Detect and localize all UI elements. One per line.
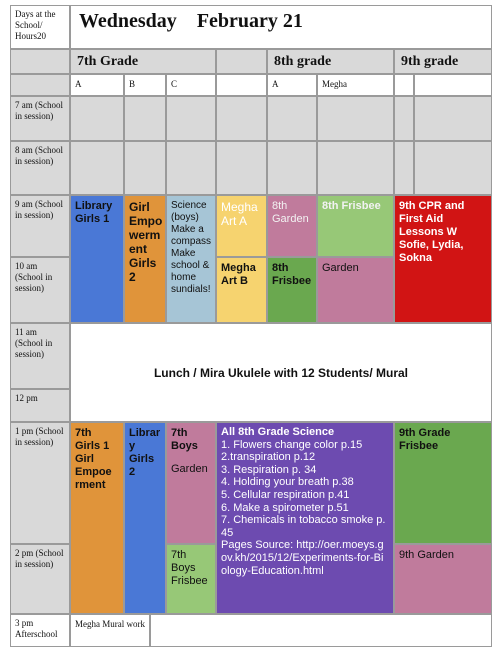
empty-cell: [414, 141, 492, 195]
date-label: February 21: [196, 10, 303, 32]
science-item-6: 6. Make a spirometer p.51: [221, 501, 349, 514]
empty-cell: [394, 141, 414, 195]
section-blank-1: [216, 74, 267, 96]
section-row-corner: [10, 74, 70, 96]
grade-gap-header: [216, 49, 267, 74]
girl-empowerment-2-block: Girl Empo werm ent Girls 2: [124, 195, 166, 323]
section-7c: C: [166, 74, 216, 96]
science-item-4: 4. Holding your breath p.38: [221, 476, 354, 489]
afterschool-empty: [150, 614, 492, 647]
time-7am: 7 am (School in session): [10, 96, 70, 141]
time-2pm: 2 pm (School in session): [10, 544, 70, 614]
seventh-boys-frisbee-block: 7th Boys Frisbee: [166, 544, 216, 614]
empty-cell: [317, 96, 394, 141]
seventh-girls-1-block: 7th Girls 1 Girl Empoe rment: [70, 422, 124, 614]
empty-cell: [70, 141, 124, 195]
empty-cell: [124, 96, 166, 141]
lunch-block: Lunch / Mira Ukulele with 12 Students/ Mural: [70, 323, 492, 422]
seventh-boys-garden-block: [166, 422, 216, 544]
eighth-frisbee-10am-block: 8th Frisbee: [267, 257, 317, 323]
empty-cell: [267, 96, 317, 141]
science-boys-block: Science (boys) Make a compass Make school & home sundials!: [166, 195, 216, 323]
seventh-boys-garden-label: Garden: [171, 463, 208, 475]
time-12pm: 12 pm: [10, 389, 70, 422]
time-10am: 10 am (School in session): [10, 257, 70, 323]
eighth-science-title: All 8th Grade Science: [221, 426, 335, 438]
eighth-science-block: [216, 422, 394, 614]
section-8a: A: [267, 74, 317, 96]
grade-8-header: 8th grade: [267, 49, 394, 74]
grade-7-header: 7th Grade: [70, 49, 216, 74]
eighth-frisbee-9am-block: 8th Frisbee: [317, 195, 394, 257]
day-label: Wednesday: [79, 10, 177, 32]
empty-cell: [124, 141, 166, 195]
megha-mural-block: Megha Mural work: [70, 614, 150, 647]
empty-cell: [166, 96, 216, 141]
science-item-5: 5. Cellular respiration p.41: [221, 488, 350, 501]
seventh-boys-label: 7th Boys: [171, 427, 198, 452]
garden-10am-block: Garden: [317, 257, 394, 323]
empty-cell: [216, 96, 267, 141]
empty-cell: [394, 96, 414, 141]
section-blank-2: [394, 74, 414, 96]
grade-row-corner: [10, 49, 70, 74]
grade-9-header: 9th grade: [394, 49, 492, 74]
section-7b: B: [124, 74, 166, 96]
ninth-cpr-block: 9th CPR and First Aid Lessons W Sofie, Lydia, Sokna: [394, 195, 492, 323]
megha-art-b-block: Megha Art B: [216, 257, 267, 323]
science-item-2: 2.transpiration p.12: [221, 451, 316, 464]
empty-cell: [414, 96, 492, 141]
time-1pm: 1 pm (School in session): [10, 422, 70, 544]
empty-cell: [267, 141, 317, 195]
science-item-1: 1. Flowers change color p.15: [221, 438, 363, 451]
science-item-3: 3. Respiration p. 34: [221, 463, 317, 476]
time-8am: 8 am (School in session): [10, 141, 70, 195]
section-blank-3: [414, 74, 492, 96]
time-9am: 9 am (School in session): [10, 195, 70, 257]
science-source-link[interactable]: Pages Source: http://oer.moeys.gov.kh/2015/12/Experiments-for-Biology-Education.html: [221, 539, 384, 577]
eighth-garden-9am-block: 8th Garden: [267, 195, 317, 257]
section-7a: A: [70, 74, 124, 96]
corner-label: Days at the School/ Hours20: [10, 5, 70, 49]
empty-cell: [70, 96, 124, 141]
library-girls-2-block: Librar y Girls 2: [124, 422, 166, 614]
empty-cell: [216, 141, 267, 195]
library-girls-1-block: Library Girls 1: [70, 195, 124, 323]
page-title: [70, 5, 492, 49]
time-3pm: 3 pm Afterschool: [10, 614, 70, 647]
time-11am: 11 am (School in session): [10, 323, 70, 389]
ninth-garden-block: 9th Garden: [394, 544, 492, 614]
megha-art-a-block: Megha Art A: [216, 195, 267, 257]
section-megha: Megha: [317, 74, 394, 96]
empty-cell: [317, 141, 394, 195]
empty-cell: [166, 141, 216, 195]
ninth-frisbee-block: 9th Grade Frisbee: [394, 422, 492, 544]
science-item-7: 7. Chemicals in tobacco smoke p.45: [221, 514, 386, 539]
